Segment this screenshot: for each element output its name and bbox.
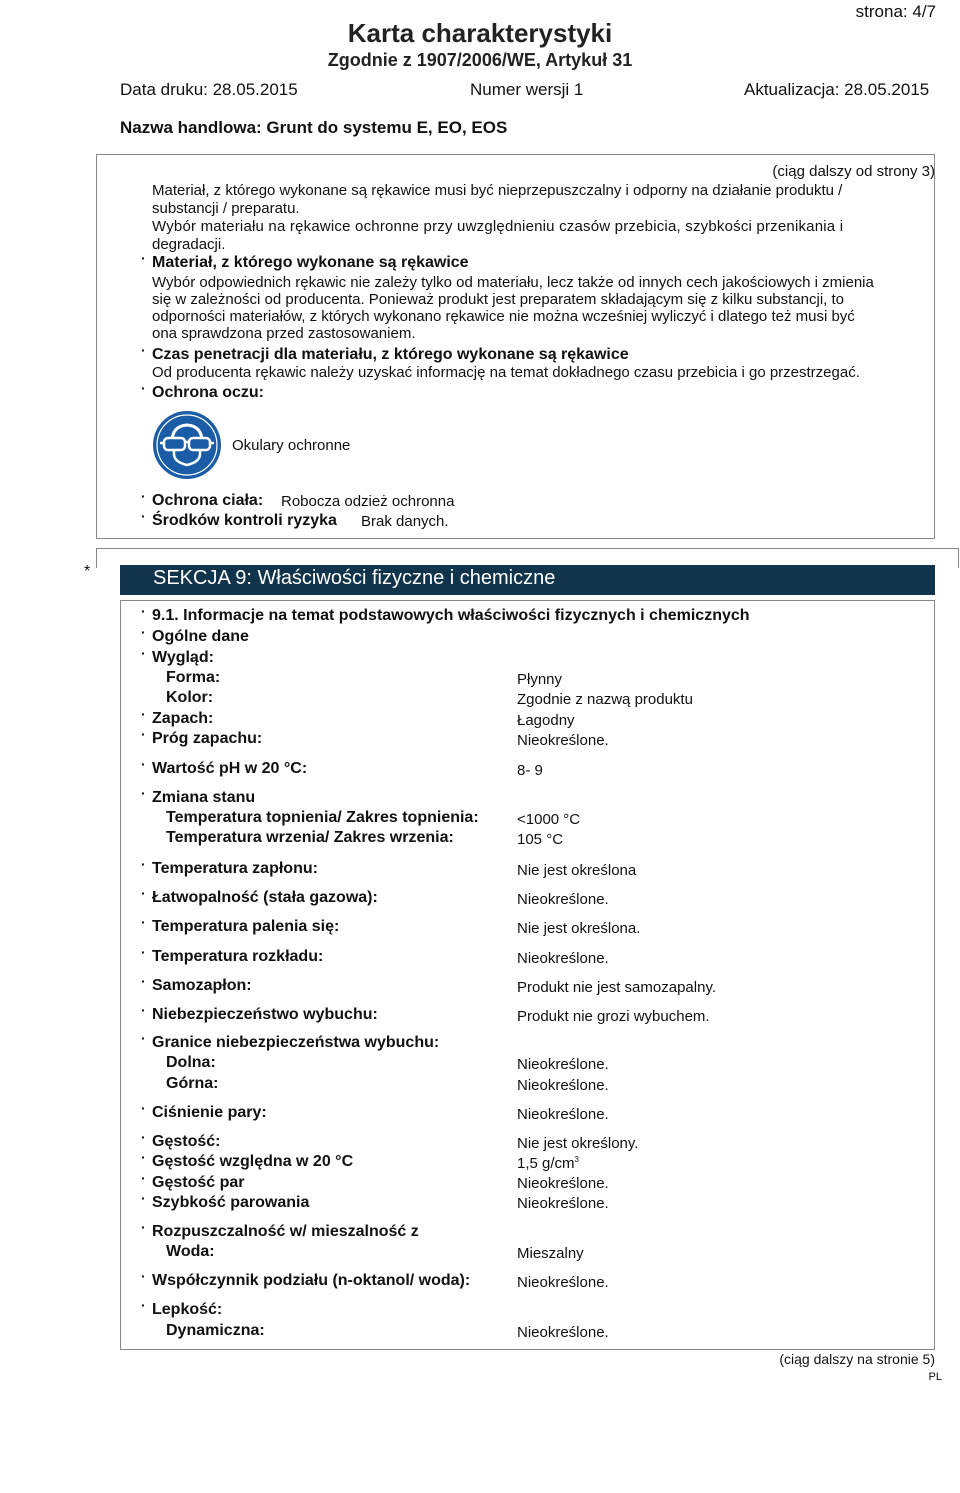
eye-protection-heading: Ochrona oczu:: [152, 384, 265, 401]
bullet: ·: [141, 603, 146, 619]
bullet: ·: [141, 645, 146, 661]
state-change-label: Zmiana stanu: [152, 789, 256, 806]
bullet: ·: [141, 1030, 146, 1046]
penetration-heading: Czas penetracji dla materiału, z którego wykonane są rękawice: [152, 346, 629, 363]
bullet: ·: [141, 1297, 146, 1313]
paragraph-line: Materiał, z którego wykonane są rękawice musi być nieprzepuszczalny i odporny na działanie produktu /: [152, 182, 843, 199]
print-date: Data druku: 28.05.2015: [120, 80, 298, 99]
water-label: Woda:: [166, 1243, 215, 1260]
bullet: ·: [141, 380, 146, 396]
bullet: ·: [141, 342, 146, 358]
body-protection-value: Robocza odzież ochronna: [281, 493, 455, 510]
page-number: strona: 4/7: [855, 2, 936, 21]
self-ignition-label: Samozapłon:: [152, 977, 252, 994]
vapor-density-value: Nieokreślone.: [517, 1175, 609, 1192]
color-value: Zgodnie z nazwą produktu: [517, 691, 693, 708]
paragraph-line: degradacji.: [152, 236, 226, 253]
flash-point-value: Nie jest określona: [517, 862, 637, 879]
viscosity-label: Lepkość:: [152, 1301, 223, 1318]
solubility-label: Rozpuszczalność w/ mieszalność z: [152, 1223, 419, 1240]
boiling-value: 105 °C: [517, 831, 564, 848]
goggles-label: Okulary ochronne: [232, 437, 351, 454]
version-number: Numer wersji 1: [470, 80, 584, 99]
odor-threshold-label: Próg zapachu:: [152, 730, 263, 747]
vapor-pressure-value: Nieokreślone.: [517, 1106, 609, 1123]
general-data-heading: Ogólne dane: [152, 628, 249, 645]
bullet: ·: [141, 1268, 146, 1284]
upper-limit-value: Nieokreślone.: [517, 1077, 609, 1094]
continued-to: (ciąg dalszy na stronie 5): [779, 1351, 935, 1367]
odor-label: Zapach:: [152, 710, 214, 727]
risk-control-heading: Środków kontroli ryzyka: [152, 512, 337, 529]
bullet: ·: [141, 1219, 146, 1235]
ignition-temp-value: Nie jest określona.: [517, 920, 641, 937]
continued-from: (ciąg dalszy od strony 3): [772, 163, 935, 180]
odor-value: Łagodny: [517, 712, 575, 729]
bullet: ·: [141, 706, 146, 722]
document-title: Karta charakterystyki: [347, 18, 613, 48]
evaporation-rate-value: Nieokreślone.: [517, 1195, 609, 1212]
explosion-danger-value: Produkt nie grozi wybuchem.: [517, 1008, 710, 1025]
document-subtitle: Zgodnie z 1907/2006/WE, Artykuł 31: [327, 50, 633, 70]
paragraph-line: ona sprawdzona przed zastosowaniem.: [152, 325, 416, 342]
glove-material-heading: Materiał, z którego wykonane są rękawice: [152, 254, 469, 271]
appearance-label: Wygląd:: [152, 649, 214, 666]
ph-label: Wartość pH w 20 °C:: [152, 760, 308, 777]
vapor-pressure-label: Ciśnienie pary:: [152, 1104, 267, 1121]
melting-label: Temperatura topnienia/ Zakres topnienia:: [166, 809, 479, 826]
density-value: Nie jest określony.: [517, 1135, 639, 1152]
paragraph-line: Wybór materiału na rękawice ochronne przy uwzględnieniu czasów przebicia, szybkości przenikania i: [152, 218, 844, 235]
section9-title: SEKCJA 9: Właściwości fizyczne i chemiczne: [153, 567, 556, 589]
density-label: Gęstość:: [152, 1133, 221, 1150]
flammability-value: Nieokreślone.: [517, 891, 609, 908]
bullet: ·: [141, 1100, 146, 1116]
upper-limit-label: Górna:: [166, 1075, 219, 1092]
bullet: ·: [141, 1190, 146, 1206]
decomposition-label: Temperatura rozkładu:: [152, 948, 324, 965]
bullet: ·: [141, 973, 146, 989]
paragraph-line: Od producenta rękawic należy uzyskać informację na temat dokładnego czasu przebicia i go przestrzegać.: [152, 364, 860, 381]
odor-threshold-value: Nieokreślone.: [517, 732, 609, 749]
bullet: ·: [141, 1170, 146, 1186]
bullet: ·: [141, 508, 146, 524]
bullet: ·: [141, 944, 146, 960]
ignition-temp-label: Temperatura palenia się:: [152, 918, 340, 935]
bullet: ·: [141, 250, 146, 266]
form-value: Płynny: [517, 671, 563, 688]
bullet: ·: [141, 885, 146, 901]
evaporation-rate-label: Szybkość parowania: [152, 1194, 310, 1211]
self-ignition-value: Produkt nie jest samozapalny.: [517, 979, 716, 996]
explosion-limits-label: Granice niebezpieczeństwa wybuchu:: [152, 1034, 440, 1051]
bullet: ·: [141, 624, 146, 640]
trade-name: Nazwa handlowa: Grunt do systemu E, EO, EOS: [120, 118, 508, 137]
vapor-density-label: Gęstość par: [152, 1174, 245, 1191]
paragraph-line: odporności materiałów, z których wykonano rękawice nie można wcześniej wyliczyć i dlatego też musi być: [152, 308, 855, 325]
paragraph-line: substancji / preparatu.: [152, 200, 300, 217]
dynamic-viscosity-value: Nieokreślone.: [517, 1324, 609, 1341]
paragraph-line: Wybór odpowiednich rękawic nie zależy tylko od materiału, lecz także od innych cech jakościowych i zmienia: [152, 274, 874, 291]
body-protection-heading: Ochrona ciała:: [152, 492, 264, 509]
bullet: ·: [141, 1129, 146, 1145]
flammability-label: Łatwopalność (stała gazowa):: [152, 889, 378, 906]
bullet: ·: [141, 785, 146, 801]
water-value: Mieszalny: [517, 1245, 584, 1262]
decomposition-value: Nieokreślone.: [517, 950, 609, 967]
lower-limit-value: Nieokreślone.: [517, 1056, 609, 1073]
bullet: ·: [141, 1149, 146, 1165]
changed-marker: *: [84, 563, 91, 580]
flash-point-label: Temperatura zapłonu:: [152, 860, 318, 877]
ph-value: 8- 9: [517, 762, 543, 779]
melting-value: <1000 °C: [517, 811, 581, 828]
risk-control-value: Brak danych.: [361, 513, 449, 530]
bullet: ·: [141, 726, 146, 742]
bullet: ·: [141, 1002, 146, 1018]
safety-goggles-icon: [152, 410, 222, 480]
relative-density-value: 1,5 $g/cm^3$: [517, 1155, 579, 1172]
bullet: ·: [141, 914, 146, 930]
update-date: Aktualizacja: 28.05.2015: [744, 80, 930, 99]
partition-coefficient-label: Współczynnik podziału (n-oktanol/ woda):: [152, 1272, 471, 1289]
boiling-label: Temperatura wrzenia/ Zakres wrzenia:: [166, 829, 454, 846]
section9-heading: 9.1. Informacje na temat podstawowych właściwości fizycznych i chemicznych: [152, 607, 750, 624]
form-label: Forma:: [166, 669, 221, 686]
bullet: ·: [141, 488, 146, 504]
language-code: PL: [928, 1371, 942, 1383]
paragraph-line: się w zależności od producenta. Ponieważ produkt jest preparatem składającym się z kilku substancji, to: [152, 291, 845, 308]
explosion-danger-label: Niebezpieczeństwo wybuchu:: [152, 1006, 378, 1023]
color-label: Kolor:: [166, 689, 214, 706]
relative-density-label: Gęstość względna w 20 °C: [152, 1153, 354, 1170]
bullet: ·: [141, 756, 146, 772]
bullet: ·: [141, 856, 146, 872]
dynamic-viscosity-label: Dynamiczna:: [166, 1322, 265, 1339]
lower-limit-label: Dolna:: [166, 1054, 216, 1071]
partition-coefficient-value: Nieokreślone.: [517, 1274, 609, 1291]
